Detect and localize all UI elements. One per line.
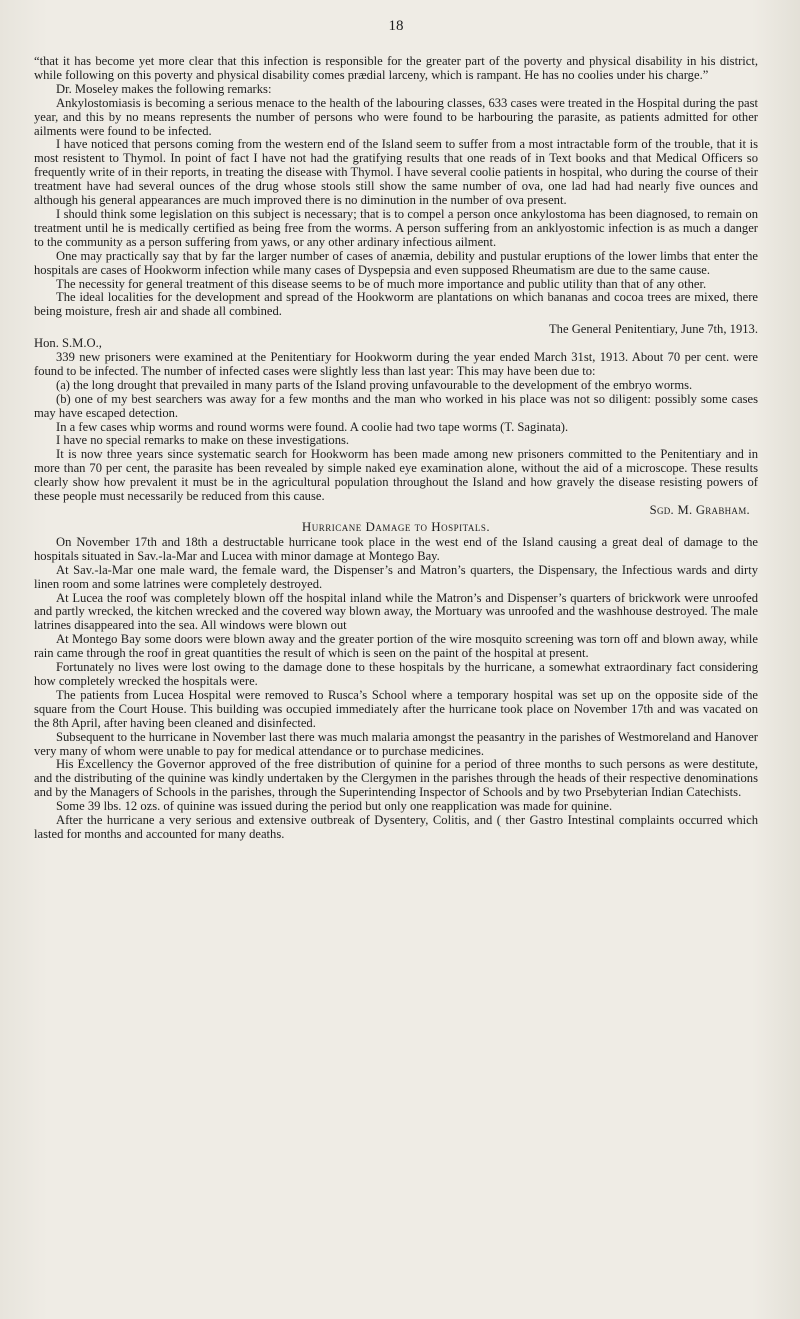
hurricane-section (34, 519, 758, 842)
letter-place-date: The General Penitentiary, June 7th, 1913. (548, 322, 758, 337)
paragraph: Ankylostomiasis is becoming a serious menace to the health of the labouring classes, 633 cases were treated in the Hospital during the past year, and this by no means represents the number of persons who were found to be harbouring the parasite, as patients admitted for other ailments were found to be infected. (34, 95, 758, 138)
letter-salutation: Hon. S.M.O., (34, 336, 102, 351)
paragraph: Dr. Moseley makes the following remarks: (56, 81, 272, 96)
paragraph: On November 17th and 18th a destructable hurricane took place in the west end of the Island causing a great deal of damage to the hospitals situated in Sav.-la-Mar and Lucea with minor damage at Montego Bay. (34, 534, 758, 563)
paragraph: At Sav.-la-Mar one male ward, the female ward, the Dispenser’s and Matron’s quarters, the Dispensary, the Infectious wards and dirty linen room and some latrines were completely destroyed. (34, 562, 758, 591)
paragraph: Fortunately no lives were lost owing to the damage done to these hospitals by the hurricane, a somewhat extraordinary fact considering how completely wrecked the hospitals were. (34, 660, 758, 688)
list-item: (b) one of my best searchers was away for a few months and the man who worked in his place was not so diligent: possibly some cases may have escaped detection. (34, 391, 758, 420)
paragraph: 339 new prisoners were examined at the Penitentiary for Hookworm during the year ended March 31st, 1913. About 70 per cent. were found to be infected. The number of infected cases were slightly less than last year: This may have been due to: (34, 350, 758, 378)
paragraph: One may practically say that by far the larger number of cases of anæmia, debility and pustular eruptions of the lower limbs that enter the hospitals are cases of Hookworm infection while many cases of Dyspepsia and even supposed Rheumatism are due to the same cause. (34, 248, 758, 277)
paragraph: The patients from Lucea Hospital were removed to Rusca’s School where a temporary hospital was set up on the opposite side of the square from the Court House. This building was occupied immediately after the hurricane took place on November 17th and was vacated on the 8th April, after having been cleaned and disinfected. (34, 687, 758, 730)
list-item: (a) the long drought that prevailed in many parts of the Island proving unfavourable to the development of the embryo worms. (56, 377, 693, 392)
paragraph: The necessity for general treatment of this disease seems to be of much more importance and public utility than that of any other. (56, 276, 707, 291)
paragraph: It is now three years since systematic search for Hookworm has been made among new prisoners committed to the Penitentiary and in more than 70 per cent, the parasite has been revealed by simple naked eye examination alone, without the aid of a microscope. These results clearly show how prevalent it must be in the agricultural population throughout the Island and how gravely the disease resisting powers of these people must necessarily be reduced from this cause. (34, 447, 758, 504)
paragraph: Some 39 lbs. 12 ozs. of quinine was issued during the period but only one reapplication was made for quinine. (56, 799, 613, 814)
paragraph: I should think some legislation on this subject is necessary; that is to compel a person once ankylostoma has been diagnosed, to remain on treatment until he is medically certified as being free from the worms. A person suffering from an anklyostomic infection is as much a danger to the community as a person suffering from yaws, or any other ardinary infectious ailment. (34, 206, 758, 249)
signature: Sgd. M. Grabham. (649, 503, 750, 517)
paragraph: At Lucea the roof was completely blown off the hospital inland while the Matron’s and Dispenser’s quarters of brickwork were unroofed and partly wrecked, the kitchen wrecked and the covered way blown away, the Mortuary was unroofed and the washhouse destroyed. The male latrines disappeared into the sea. All windows were blown out (34, 590, 758, 633)
report-section (34, 55, 758, 319)
paragraph: In a few cases whip worms and round worms were found. A coolie had two tape worms (T. Saginata). (56, 419, 569, 434)
section-heading: Hurricane Damage to Hospitals. (301, 518, 491, 534)
penitentiary-letter (34, 323, 758, 518)
paragraph: Subsequent to the hurricane in November last there was much malaria amongst the peasantry in the parishes of Westmoreland and Hanover very many of whom were unable to pay for medical attendance or to purchase medicines. (34, 729, 758, 758)
paragraph: At Montego Bay some doors were blown away and the greater portion of the wire mosquito screening was torn off and blown away, while rain came through the roof in great quantities the result of which is seen on the paint of the hospital at present. (34, 632, 758, 661)
paragraph: I have no special remarks to make on these investigations. (56, 433, 350, 448)
page-number: 18 (388, 18, 404, 34)
paragraph: I have noticed that persons coming from the western end of the Island seem to suffer from a most intractable form of the trouble, that it is most resistent to Thymol. In point of fact I have not had the gratifying results that one reads of in Text books and that Medical Officers so frequently write of in their reports, in treating the disease with Thymol. I have several coolie patients in hospital, who during the course of their treatment have had several ounces of the drug whose stools still show the same number of ova, one lad had had nearly five ounces and although his general appearances are much improved there is no diminution in the number of ova present. (34, 137, 758, 208)
quote-paragraph: “that it has become yet more clear that this infection is responsible for the greater part of the poverty and physical disability in his district, while following on this poverty and physical disability comes prædial larceny, which is rampant. He has no coolies under his charge.” (34, 54, 758, 82)
paragraph: After the hurricane a very serious and extensive outbreak of Dysentery, Colitis, and ( ther Gastro Intestinal complaints occurred which lasted for months and accounted for many deaths. (34, 813, 758, 841)
paragraph: His Excellency the Governor approved of the free distribution of quinine for a period of three months to such persons as were destitute, and the distributing of the quinine was kindly undertaken by the Clergymen in the parishes through the heads of their respective denominations and by the Managers of Schools in the parishes, through the Superintending Inspector of Schools and by two Prsebyterian Indian Catechists. (34, 757, 758, 800)
paragraph: The ideal localities for the development and spread of the Hookworm are plantations on which bananas and cocoa trees are mixed, there being moisture, fresh air and shade all combined. (34, 290, 758, 319)
